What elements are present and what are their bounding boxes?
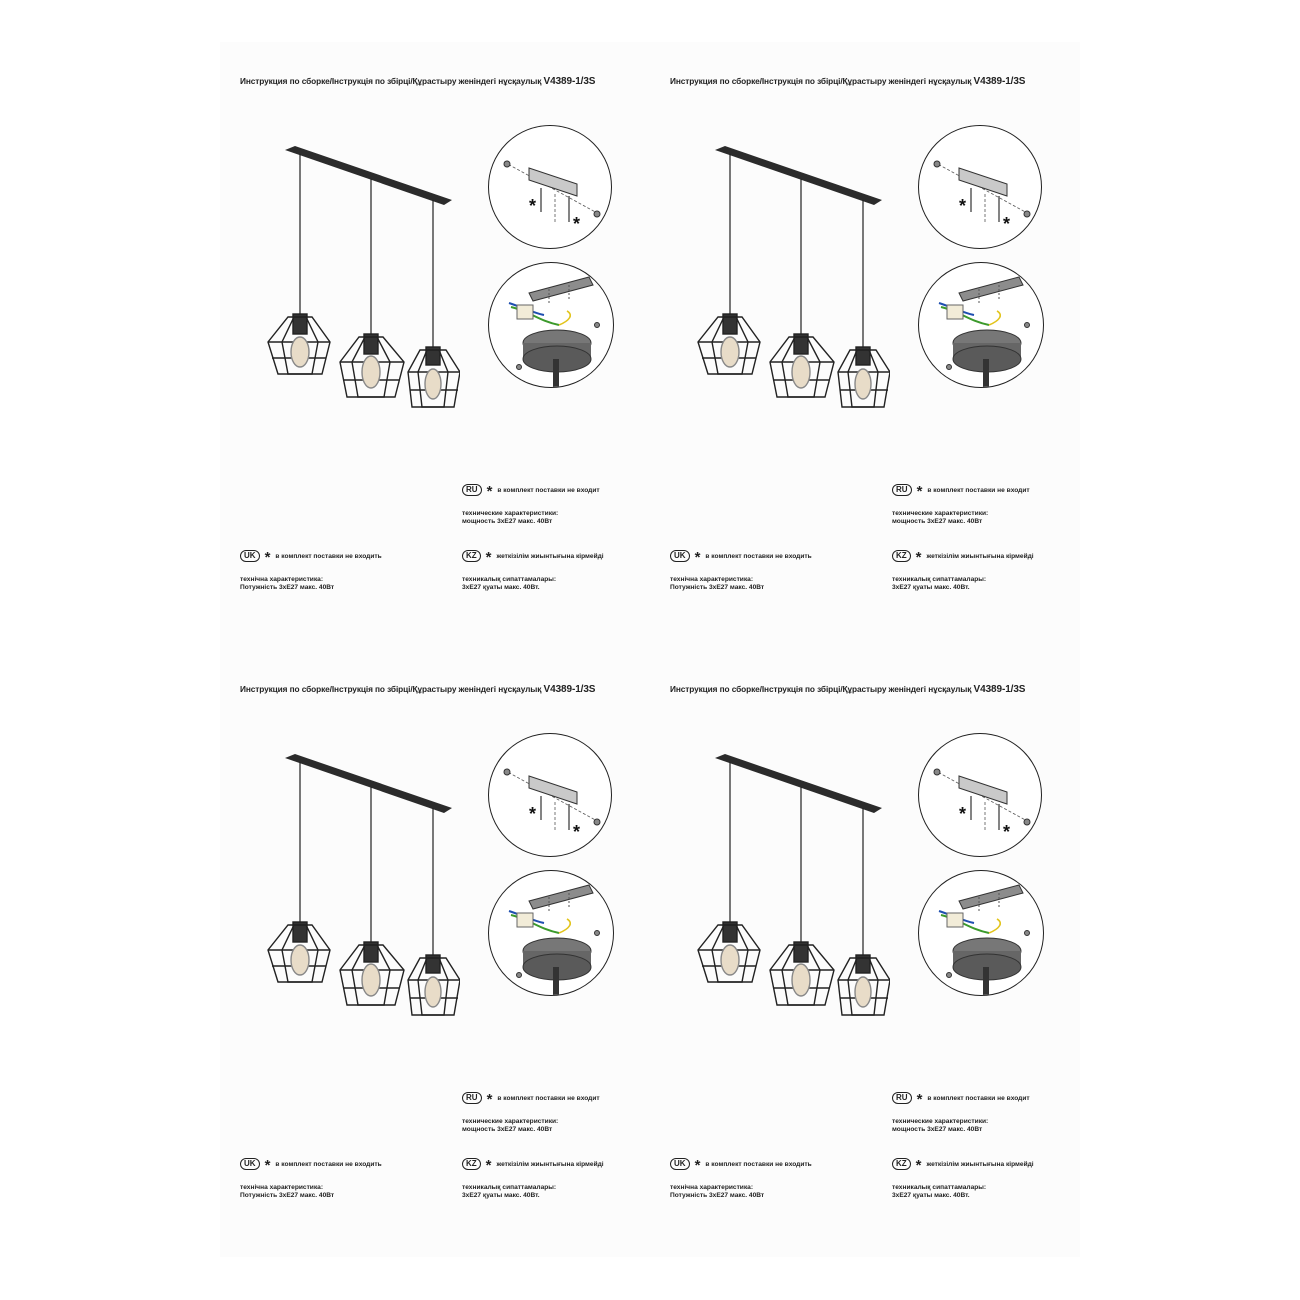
panel-title: Инструкция по сборке/Інструкція по збірці/Құрастыру женіндегі нұсқаулық V4389-1/3S [670,684,1026,695]
mounting-bracket-detail [918,125,1042,249]
pendant-lamp-illustration [690,142,890,412]
pendant-lamp-illustration [260,142,460,412]
mounting-bracket [959,885,1023,909]
asterisk-icon: * [916,1091,923,1108]
ceiling-bar [715,146,882,205]
mounting-bracket [529,776,577,804]
mounting-bracket [959,168,1007,196]
legend-kz: KZ * жеткізілім жиынтығына кірмейді техникалық сипаттамалары: 3xE27 қуаты макс. 40Вт. [892,549,1034,591]
terminal-block [947,305,963,319]
legend-kz: KZ * жеткізілім жиынтығына кірмейді техникалық сипаттамалары: 3xE27 қуаты макс. 40Вт. [892,1157,1034,1199]
panel-title: Инструкция по сборке/Інструкція по збірці/Құрастыру женіндегі нұсқаулық V4389-1/3S [240,76,596,87]
language-badge-ru: RU [462,1092,482,1104]
language-badge-ru: RU [892,1092,912,1104]
language-badge-kz: KZ [892,550,911,562]
mounting-bracket-detail [918,733,1042,857]
model-number: V4389-1/3S [973,76,1026,87]
cage-shade-2 [340,942,404,1005]
not-included-star: * [1003,822,1011,842]
legend-ru: RU * в комплект поставки не входит технические характеристики: мощность 3xE27 макс. 40Вт [462,1091,600,1133]
asterisk-icon: * [694,549,701,566]
legend-uk: UK * в комплект поставки не входить технічна характеристика: Потужність 3xE27 макс. 40Вт [240,1157,382,1199]
legend-ru: RU * в комплект поставки не входит технические характеристики: мощность 3xE27 макс. 40Вт [462,483,600,525]
model-number: V4389-1/3S [543,76,596,87]
mounting-bracket-detail [488,125,612,249]
language-badge-ru: RU [892,484,912,496]
mounting-bracket-detail [488,733,612,857]
asterisk-icon: * [485,549,492,566]
cage-shade-2 [340,334,404,397]
mounting-bracket [959,277,1023,301]
not-included-star: * [959,196,967,216]
pendant-lamp-illustration [690,750,890,1020]
not-included-star: * [573,214,581,234]
wiring-canopy-detail [918,870,1044,996]
legend-uk: UK * в комплект поставки не входить технічна характеристика: Потужність 3xE27 макс. 40Вт [240,549,382,591]
language-badge-kz: KZ [462,550,481,562]
asterisk-icon: * [486,1091,493,1108]
panel-title: Инструкция по сборке/Інструкція по збірці/Құрастыру женіндегі нұсқаулық V4389-1/3S [240,684,596,695]
mounting-bracket [959,776,1007,804]
asterisk-icon: * [264,549,271,566]
terminal-block [947,913,963,927]
language-badge-uk: UK [670,550,690,562]
terminal-block [517,305,533,319]
cage-shade-1 [698,314,760,374]
cage-shade-1 [268,922,330,982]
instruction-panel [650,42,1080,647]
mounting-bracket [529,885,593,909]
not-included-star: * [573,822,581,842]
cage-shade-2 [770,334,834,397]
terminal-block [517,913,533,927]
not-included-star: * [529,804,537,824]
legend-kz: KZ * жеткізілім жиынтығына кірмейді техникалық сипаттамалары: 3xE27 қуаты макс. 40Вт. [462,1157,604,1199]
wiring-canopy-detail [488,262,614,388]
mounting-bracket [529,277,593,301]
mounting-bracket [529,168,577,196]
language-badge-kz: KZ [462,1158,481,1170]
cage-shade-3 [838,955,890,1015]
asterisk-icon: * [264,1157,271,1174]
legend-uk: UK * в комплект поставки не входить технічна характеристика: Потужність 3xE27 макс. 40Вт [670,549,812,591]
asterisk-icon: * [915,549,922,566]
cage-shade-1 [268,314,330,374]
not-included-star: * [1003,214,1011,234]
not-included-star: * [529,196,537,216]
model-number: V4389-1/3S [543,684,596,695]
ceiling-bar [285,146,452,205]
ceiling-bar [285,754,452,813]
legend-kz: KZ * жеткізілім жиынтығына кірмейді техникалық сипаттамалары: 3xE27 қуаты макс. 40Вт. [462,549,604,591]
cage-shade-3 [408,347,460,407]
cage-shade-2 [770,942,834,1005]
not-included-star: * [959,804,967,824]
wiring-canopy-detail [488,870,614,996]
instruction-panel [650,650,1080,1255]
language-badge-uk: UK [240,550,260,562]
ceiling-bar [715,754,882,813]
instruction-panel [220,42,650,647]
language-badge-kz: KZ [892,1158,911,1170]
asterisk-icon: * [694,1157,701,1174]
panel-title: Инструкция по сборке/Інструкція по збірці/Құрастыру женіндегі нұсқаулық V4389-1/3S [670,76,1026,87]
legend-ru: RU * в комплект поставки не входит технические характеристики: мощность 3xE27 макс. 40Вт [892,1091,1030,1133]
legend-uk: UK * в комплект поставки не входить технічна характеристика: Потужність 3xE27 макс. 40Вт [670,1157,812,1199]
pendant-lamp-illustration [260,750,460,1020]
wiring-canopy-detail [918,262,1044,388]
cage-shade-1 [698,922,760,982]
language-badge-uk: UK [670,1158,690,1170]
model-number: V4389-1/3S [973,684,1026,695]
cage-shade-3 [408,955,460,1015]
language-badge-uk: UK [240,1158,260,1170]
language-badge-ru: RU [462,484,482,496]
asterisk-icon: * [485,1157,492,1174]
instruction-panel [220,650,650,1255]
asterisk-icon: * [915,1157,922,1174]
legend-ru: RU * в комплект поставки не входит технические характеристики: мощность 3xE27 макс. 40Вт [892,483,1030,525]
cage-shade-3 [838,347,890,407]
asterisk-icon: * [916,483,923,500]
asterisk-icon: * [486,483,493,500]
